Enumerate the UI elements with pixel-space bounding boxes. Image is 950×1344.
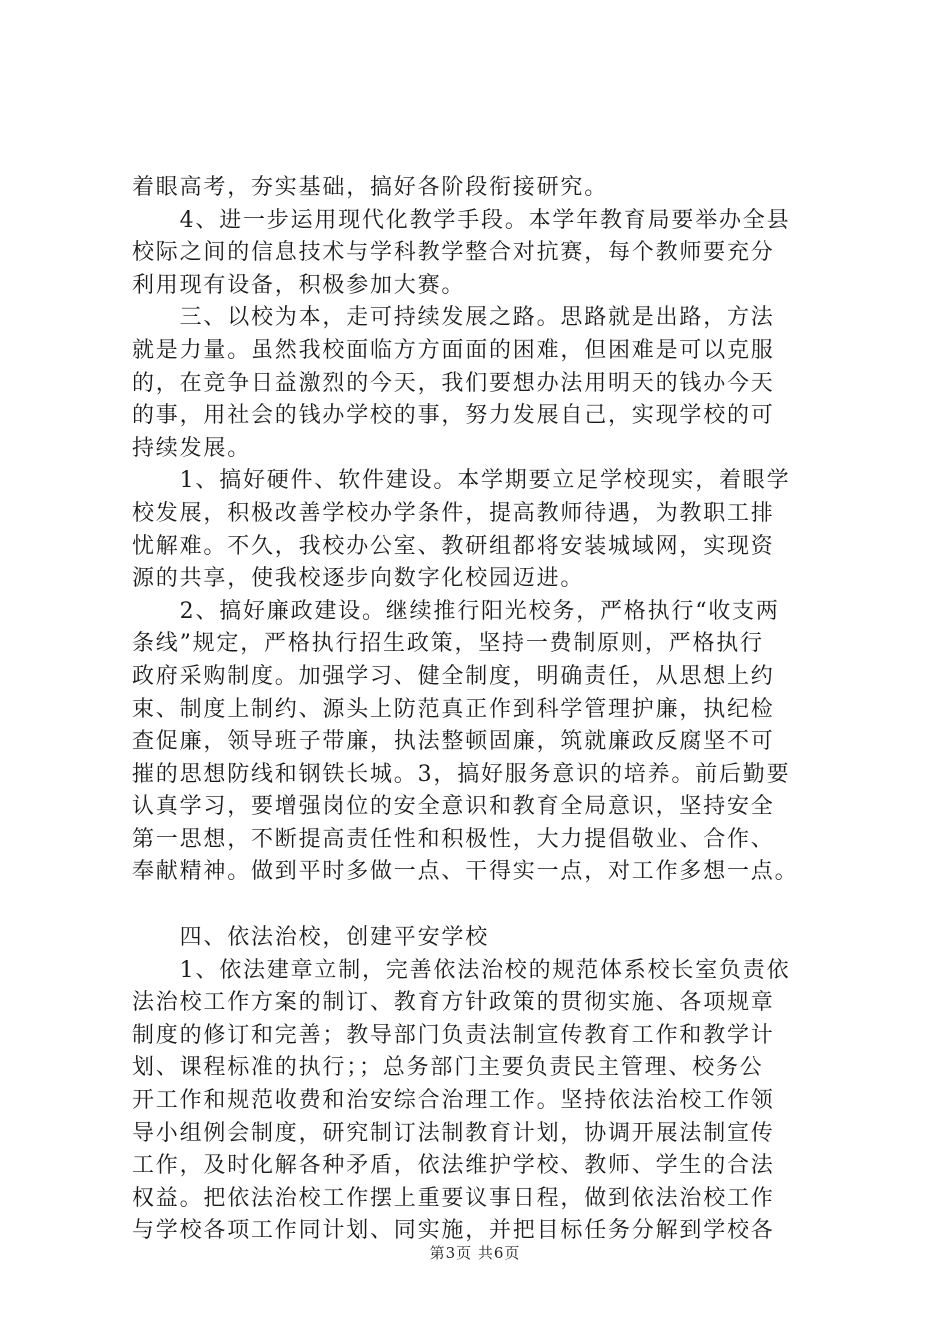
text-line: 束、制度上制约、源头上防范真正作到科学管理护廉，执纪检: [132, 696, 775, 722]
blank-line: [132, 889, 828, 922]
text-line: 利用现有设备，积极参加大赛。: [132, 272, 466, 298]
text-line: 条线”规定，严格执行招生政策，坚持一费制原则，严格执行: [132, 631, 764, 657]
text-line: 导小组例会制度，研究制订法制教育计划，协调开展法制宣传: [132, 1120, 775, 1146]
text-line: 制度的修订和完善；教导部门负责法制宣传教育工作和教学计: [132, 1022, 775, 1048]
text-line: 四、依法治校，创建平安学校: [132, 925, 490, 951]
text-line: 与学校各项工作同计划、同实施，并把目标任务分解到学校各: [132, 1218, 775, 1244]
text-line: 第一思想，不断提高责任性和积极性，大力提倡敬业、合作、: [132, 826, 775, 852]
text-line: 认真学习，要增强岗位的安全意识和教育全局意识，坚持安全: [132, 794, 775, 820]
text-line: 的，在竞争日益激烈的今天，我们要想办法用明天的钱办今天: [132, 370, 775, 396]
text-line: 持续发展。: [132, 435, 252, 461]
text-line: 政府采购制度。加强学习、健全制度，明确责任，从思想上约: [132, 663, 775, 689]
text-line: 法治校工作方案的制订、教育方针政策的贯彻实施、各项规章: [132, 990, 775, 1016]
text-line: 的事，用社会的钱办学校的事，努力发展自己，实现学校的可: [132, 403, 775, 429]
text-line: 开工作和规范收费和治安综合治理工作。坚持依法治校工作领: [132, 1088, 775, 1114]
text-line: 校际之间的信息技术与学科教学整合对抗赛，每个教师要充分: [132, 240, 775, 266]
page-footer: 第3页 共6页: [429, 1244, 521, 1262]
document-body: [132, 172, 828, 1248]
text-line: 1、搞好硬件、软件建设。本学期要立足学校现实，着眼学: [132, 468, 791, 494]
text-line: 划、课程标准的执行；；总务部门主要负责民主管理、校务公: [132, 1055, 764, 1081]
text-line: 1、依法建章立制，完善依法治校的规范体系校长室负责依: [132, 957, 791, 983]
text-line: 源的共享，使我校逐步向数字化校园迈进。: [132, 566, 585, 592]
text-line: 就是力量。虽然我校面临方方面面的困难，但困难是可以克服: [132, 337, 775, 363]
text-line: 奉献精神。做到平时多做一点、干得实一点，对工作多想一点。: [132, 859, 799, 885]
text-line: 2、搞好廉政建设。继续推行阳光校务，严格执行“收支两: [132, 598, 780, 624]
text-line: 忧解难。不久，我校办公室、教研组都将安装城域网，实现资: [132, 533, 775, 559]
text-line: 三、以校为本，走可持续发展之路。思路就是出路，方法: [132, 305, 775, 331]
text-line: 校发展，积极改善学校办学条件，提高教师待遇，为教职工排: [132, 500, 775, 526]
text-line: 着眼高考，夯实基础，搞好各阶段衔接研究。: [132, 175, 609, 200]
text-line: 4、进一步运用现代化教学手段。本学年教育局要举办全县: [132, 207, 791, 233]
text-line: 摧的思想防线和钢铁长城。3，搞好服务意识的培养。前后勤要: [132, 761, 791, 787]
text-line: 查促廉，领导班子带廉，执法整顿固廉，筑就廉政反腐坚不可: [132, 729, 775, 755]
text-line: 权益。把依法治校工作摆上重要议事日程，做到依法治校工作: [132, 1185, 775, 1211]
text-line: 工作，及时化解各种矛盾，依法维护学校、教师、学生的合法: [132, 1153, 775, 1179]
